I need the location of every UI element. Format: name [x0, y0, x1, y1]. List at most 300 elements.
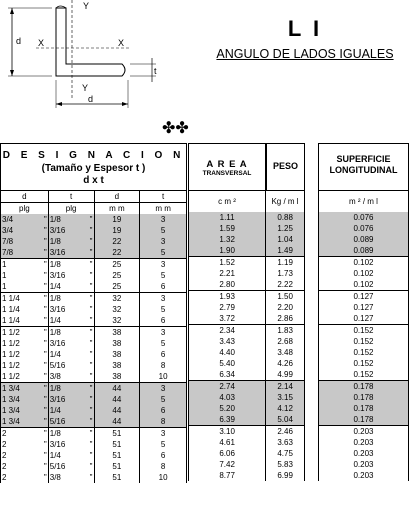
cell-d-plg: 3/4 ": [2, 225, 47, 235]
cell-area: 6.39: [189, 414, 266, 426]
cell-peso: 0.88: [266, 212, 305, 223]
cell-area: 2.80: [189, 279, 266, 291]
cell-d-plg: 1 ": [2, 259, 47, 269]
inch-mark: ": [43, 315, 47, 325]
unit-superficie: m ² / m l: [318, 190, 409, 212]
diagram-axis-y-top: Y: [83, 1, 90, 11]
cell-peso: 5.04: [266, 414, 305, 426]
cell-t-plg: 5/16 ": [49, 461, 93, 471]
cell-superficie: 0.152: [319, 325, 409, 337]
table-row: [1, 293, 187, 305]
cell-d-plg: 2 ": [2, 439, 47, 449]
inch-mark: ": [43, 236, 47, 246]
header-superficie: [318, 143, 409, 190]
table-row: [319, 257, 409, 269]
inch-mark: ": [89, 293, 93, 303]
designation-table: [0, 190, 187, 483]
table-row: [189, 257, 305, 269]
cell-superficie: 0.203: [319, 448, 409, 459]
table-row: [1, 383, 187, 395]
page-title: L I: [287, 16, 323, 41]
cell-t-mm: 6: [140, 450, 187, 461]
units-area-peso: [188, 190, 305, 212]
table-row: [189, 459, 305, 470]
table-row: [319, 347, 409, 358]
cell-d-mm: 25: [94, 281, 140, 293]
inch-mark: ": [89, 247, 93, 257]
table-row: [1, 371, 187, 383]
cell-t-plg: 1/8 ": [49, 327, 93, 337]
cell-d-plg: 1 3/4 ": [2, 394, 47, 404]
inch-mark: ": [89, 304, 93, 314]
inch-mark: ": [89, 214, 93, 224]
cell-peso: 5.83: [266, 459, 305, 470]
cell-d-plg: 1 1/2 ": [2, 338, 47, 348]
table-row: [319, 302, 409, 313]
table-row: [189, 381, 305, 393]
cell-area: 1.32: [189, 234, 266, 245]
cell-t-mm: 5: [140, 247, 187, 259]
table-row: [1, 461, 187, 472]
cell-t-plg: 3/16 ": [49, 225, 93, 235]
cell-superficie: 0.178: [319, 392, 409, 403]
cell-area: 5.20: [189, 403, 266, 414]
cell-area: 3.72: [189, 313, 266, 325]
table-row: [319, 403, 409, 414]
cell-peso: 2.14: [266, 381, 305, 393]
table-row: [189, 313, 305, 325]
cell-d-mm: 32: [94, 293, 140, 305]
cell-t-mm: 8: [140, 360, 187, 371]
inch-mark: ": [89, 259, 93, 269]
cell-d-mm: 25: [94, 270, 140, 281]
cell-d-mm: 38: [94, 338, 140, 349]
table-row: [189, 279, 305, 291]
cell-superficie: 0.152: [319, 358, 409, 369]
inch-mark: ": [89, 236, 93, 246]
table-row: [1, 405, 187, 416]
cell-t-plg: 1/4 ": [49, 450, 93, 460]
page-subtitle: ANGULO DE LADOS IGUALES: [216, 47, 394, 61]
header-designacion: [0, 143, 187, 190]
cell-t-mm: 3: [140, 383, 187, 395]
cell-d-mm: 22: [94, 247, 140, 259]
cell-area: 4.61: [189, 437, 266, 448]
table-row: [1, 214, 187, 225]
column-header-row: [1, 191, 187, 203]
diagram-label-d-bottom: d: [88, 94, 94, 104]
header-area-title: A R E A: [206, 159, 248, 170]
cell-d-mm: 44: [94, 405, 140, 416]
cell-t-mm: 3: [140, 259, 187, 271]
table-row: [319, 426, 409, 438]
cell-d-plg: 1 3/4 ": [2, 405, 47, 415]
cell-d-mm: 19: [94, 214, 140, 225]
cell-d-mm: 38: [94, 349, 140, 360]
cell-d-mm: 44: [94, 394, 140, 405]
inch-mark: ": [43, 270, 47, 280]
cell-peso: 1.50: [266, 291, 305, 303]
cell-d-plg: 1 1/4 ": [2, 293, 47, 303]
cell-area: 1.59: [189, 223, 266, 234]
table-row: [1, 315, 187, 327]
cell-t-mm: 6: [140, 315, 187, 327]
table-row: [319, 313, 409, 325]
table-row: [319, 212, 409, 223]
table-row: [1, 416, 187, 428]
inch-mark: ": [43, 349, 47, 359]
cell-d-mm: 32: [94, 304, 140, 315]
cell-area: 3.43: [189, 336, 266, 347]
cell-t-mm: 6: [140, 349, 187, 360]
inch-mark: ": [89, 450, 93, 460]
inch-mark: ": [43, 450, 47, 460]
cell-t-mm: 5: [140, 394, 187, 405]
table-row: [319, 437, 409, 448]
header-designacion-title: D E S I G N A C I O N: [2, 150, 185, 161]
inch-mark: ": [43, 293, 47, 303]
cell-peso: 2.22: [266, 279, 305, 291]
inch-mark: ": [43, 360, 47, 370]
cell-peso: 2.68: [266, 336, 305, 347]
diagram-label-d-left: d: [16, 36, 22, 46]
table-row: [319, 358, 409, 369]
inch-mark: ": [89, 225, 93, 235]
cell-peso: 1.04: [266, 234, 305, 245]
cell-t-plg: 1/4 ": [49, 349, 93, 359]
cell-t-mm: 5: [140, 304, 187, 315]
table-row: [1, 225, 187, 236]
cell-d-mm: 51: [94, 461, 140, 472]
cell-area: 1.11: [189, 212, 266, 223]
cell-d-mm: 38: [94, 360, 140, 371]
cell-peso: 4.26: [266, 358, 305, 369]
cell-t-plg: 3/8 ": [49, 371, 93, 381]
inch-mark: ": [43, 461, 47, 471]
cell-t-mm: 3: [140, 214, 187, 225]
table-row: [319, 381, 409, 393]
table-row: [189, 223, 305, 234]
inch-mark: ": [89, 416, 93, 426]
cell-t-mm: 5: [140, 338, 187, 349]
unit-label: plg: [48, 203, 94, 215]
inch-mark: ": [89, 461, 93, 471]
table-row: [189, 325, 305, 337]
table-row: [319, 459, 409, 470]
inch-mark: ": [43, 327, 47, 337]
cell-t-plg: 1/8 ": [49, 236, 93, 246]
inch-mark: ": [89, 270, 93, 280]
cell-d-plg: 1 ": [2, 281, 47, 291]
inch-mark: ": [89, 281, 93, 291]
inch-mark: ": [89, 439, 93, 449]
header-superficie-title: SUPERFICIE: [336, 154, 391, 164]
cell-peso: 1.25: [266, 223, 305, 234]
cell-peso: 2.86: [266, 313, 305, 325]
cell-t-plg: 3/16 ": [49, 247, 93, 257]
diagram-axis-x-right: X: [118, 38, 125, 48]
cell-d-plg: 1 ": [2, 270, 47, 280]
unit-area: c m ²: [218, 197, 236, 206]
cell-d-mm: 25: [94, 259, 140, 271]
cell-area: 5.40: [189, 358, 266, 369]
table-row: [319, 234, 409, 245]
cell-superficie: 0.178: [319, 381, 409, 393]
cell-superficie: 0.089: [319, 234, 409, 245]
inch-mark: ": [43, 304, 47, 314]
header-area: [188, 143, 266, 190]
cell-d-plg: 1 3/4 ": [2, 416, 47, 426]
diagram-label-t: t: [154, 66, 157, 76]
table-row: [1, 259, 187, 271]
cell-t-plg: 1/4 ": [49, 281, 93, 291]
table-row: [1, 236, 187, 247]
cell-peso: 6.99: [266, 470, 305, 481]
inch-mark: ": [89, 349, 93, 359]
table-row: [189, 470, 305, 481]
table-row: [1, 327, 187, 339]
table-row: [319, 392, 409, 403]
ornament-icon: ✤✤: [162, 120, 189, 137]
cell-t-mm: 3: [140, 428, 187, 440]
cell-t-plg: 5/16 ": [49, 416, 93, 426]
cell-d-plg: 7/8 ": [2, 236, 47, 246]
inch-mark: ": [43, 247, 47, 257]
cell-t-plg: 3/8 ": [49, 472, 93, 482]
cell-d-plg: 2 ": [2, 461, 47, 471]
cell-peso: 1.73: [266, 268, 305, 279]
table-row: [189, 302, 305, 313]
cell-area: 7.42: [189, 459, 266, 470]
inch-mark: ": [43, 439, 47, 449]
inch-mark: ": [89, 371, 93, 381]
cell-d-plg: 1 1/2 ": [2, 360, 47, 370]
inch-mark: ": [89, 472, 93, 482]
inch-mark: ": [43, 371, 47, 381]
cell-t-plg: 1/8 ": [49, 214, 93, 224]
units-row: [1, 203, 187, 215]
superficie-table: [318, 212, 409, 481]
table-row: [1, 394, 187, 405]
table-row: [1, 338, 187, 349]
cell-d-mm: 38: [94, 327, 140, 339]
header-transversal: TRANSVERSAL: [202, 170, 252, 177]
table-row: [189, 358, 305, 369]
inch-mark: ": [43, 338, 47, 348]
cell-area: 1.52: [189, 257, 266, 269]
cell-superficie: 0.127: [319, 313, 409, 325]
cell-d-plg: 2 ": [2, 450, 47, 460]
cell-superficie: 0.102: [319, 257, 409, 269]
table-row: [189, 403, 305, 414]
cell-t-mm: 3: [140, 236, 187, 247]
cell-t-plg: 3/16 ": [49, 270, 93, 280]
table-row: [319, 268, 409, 279]
diagram-axis-y-bottom: Y: [82, 83, 89, 93]
cell-d-mm: 51: [94, 472, 140, 483]
table-row: [319, 336, 409, 347]
inch-mark: ": [43, 405, 47, 415]
table-row: [1, 304, 187, 315]
cell-d-mm: 44: [94, 416, 140, 428]
cell-t-plg: 1/8 ": [49, 259, 93, 269]
unit-label: plg: [1, 203, 49, 215]
cell-d-plg: 1 1/2 ": [2, 327, 47, 337]
inch-mark: ": [43, 428, 47, 438]
cell-d-plg: 1 1/4 ": [2, 304, 47, 314]
cell-d-mm: 38: [94, 371, 140, 383]
cell-superficie: 0.127: [319, 302, 409, 313]
cell-area: 4.40: [189, 347, 266, 358]
table-row: [189, 336, 305, 347]
inch-mark: ": [43, 281, 47, 291]
table-row: [319, 279, 409, 291]
cell-superficie: 0.076: [319, 212, 409, 223]
unit-label: m m: [94, 203, 140, 215]
cell-d-mm: 51: [94, 428, 140, 440]
cell-t-plg: 1/8 ": [49, 293, 93, 303]
table-row: [1, 439, 187, 450]
header-longitudinal: LONGITUDINAL: [329, 165, 398, 175]
table-row: [1, 281, 187, 293]
cell-t-plg: 1/4 ": [49, 405, 93, 415]
inch-mark: ": [89, 394, 93, 404]
table-row: [189, 234, 305, 245]
cell-superficie: 0.178: [319, 403, 409, 414]
table-row: [189, 426, 305, 438]
table-row: [319, 291, 409, 303]
inch-mark: ": [43, 214, 47, 224]
table-row: [319, 245, 409, 257]
column-header: d: [94, 191, 140, 203]
table-row: [1, 270, 187, 281]
cell-area: 1.90: [189, 245, 266, 257]
cell-peso: 3.63: [266, 437, 305, 448]
area-peso-table: [188, 212, 305, 481]
inch-mark: ": [43, 416, 47, 426]
cell-t-mm: 5: [140, 270, 187, 281]
column-header: d: [1, 191, 49, 203]
cell-d-plg: 2 ": [2, 472, 47, 482]
cell-t-mm: 5: [140, 225, 187, 236]
cell-peso: 4.99: [266, 369, 305, 381]
cell-t-plg: 3/16 ": [49, 338, 93, 348]
cell-area: 1.93: [189, 291, 266, 303]
inch-mark: ": [89, 383, 93, 393]
cell-superficie: 0.102: [319, 279, 409, 291]
cell-peso: 2.46: [266, 426, 305, 438]
cell-t-mm: 6: [140, 405, 187, 416]
cell-superficie: 0.152: [319, 369, 409, 381]
table-row: [319, 470, 409, 481]
inch-mark: ": [89, 428, 93, 438]
cell-area: 2.79: [189, 302, 266, 313]
cell-t-plg: 1/4 ": [49, 315, 93, 325]
table-row: [319, 223, 409, 234]
cell-d-mm: 44: [94, 383, 140, 395]
inch-mark: ": [43, 383, 47, 393]
inch-mark: ": [43, 472, 47, 482]
header-peso-title: PESO: [272, 161, 298, 171]
inch-mark: ": [89, 360, 93, 370]
cell-t-plg: 5/16 ": [49, 360, 93, 370]
unit-label: m m: [140, 203, 187, 215]
cell-superficie: 0.076: [319, 223, 409, 234]
cell-t-mm: 8: [140, 416, 187, 428]
cell-peso: 4.75: [266, 448, 305, 459]
unit-peso: Kg / m l: [265, 191, 304, 212]
cell-area: 2.21: [189, 268, 266, 279]
table-row: [1, 247, 187, 259]
table-row: [189, 268, 305, 279]
cell-t-plg: 3/16 ": [49, 304, 93, 314]
cell-area: 6.06: [189, 448, 266, 459]
cell-d-mm: 19: [94, 225, 140, 236]
cell-area: 6.34: [189, 369, 266, 381]
cell-superficie: 0.203: [319, 426, 409, 438]
table-row: [189, 437, 305, 448]
table-row: [189, 392, 305, 403]
cell-d-mm: 51: [94, 439, 140, 450]
cell-peso: 1.83: [266, 325, 305, 337]
table-row: [189, 369, 305, 381]
cell-d-plg: 2 ": [2, 428, 47, 438]
cell-t-mm: 10: [140, 371, 187, 383]
header-dxt: d x t: [83, 175, 104, 186]
cell-t-mm: 3: [140, 327, 187, 339]
table-row: [189, 347, 305, 358]
column-header: t: [140, 191, 187, 203]
cell-area: 4.03: [189, 392, 266, 403]
cell-area: 2.74: [189, 381, 266, 393]
inch-mark: ": [89, 338, 93, 348]
cell-superficie: 0.127: [319, 291, 409, 303]
table-row: [189, 245, 305, 257]
table-row: [189, 414, 305, 426]
table-row: [189, 212, 305, 223]
cell-area: 3.10: [189, 426, 266, 438]
angle-profile-diagram: [0, 0, 160, 120]
cell-peso: 3.48: [266, 347, 305, 358]
cell-d-mm: 22: [94, 236, 140, 247]
cell-area: 2.34: [189, 325, 266, 337]
cell-superficie: 0.089: [319, 245, 409, 257]
cell-t-mm: 3: [140, 293, 187, 305]
table-row: [319, 448, 409, 459]
cell-t-plg: 3/16 ": [49, 439, 93, 449]
cell-d-plg: 1 3/4 ": [2, 383, 47, 393]
cell-d-plg: 1 1/4 ": [2, 315, 47, 325]
inch-mark: ": [89, 405, 93, 415]
cell-t-plg: 1/8 ": [49, 383, 93, 393]
inch-mark: ": [43, 225, 47, 235]
table-row: [1, 472, 187, 483]
cell-d-plg: 1 1/2 ": [2, 349, 47, 359]
table-row: [1, 450, 187, 461]
table-row: [1, 349, 187, 360]
inch-mark: ": [43, 259, 47, 269]
column-header: t: [48, 191, 94, 203]
cell-d-plg: 7/8 ": [2, 247, 47, 257]
cell-superficie: 0.203: [319, 437, 409, 448]
inch-mark: ": [89, 315, 93, 325]
cell-superficie: 0.102: [319, 268, 409, 279]
cell-t-mm: 6: [140, 281, 187, 293]
cell-d-plg: 3/4 ": [2, 214, 47, 224]
table-row: [319, 369, 409, 381]
cell-t-plg: 3/16 ": [49, 394, 93, 404]
header-tamano: (Tamaño y Espesor t ): [41, 163, 146, 174]
